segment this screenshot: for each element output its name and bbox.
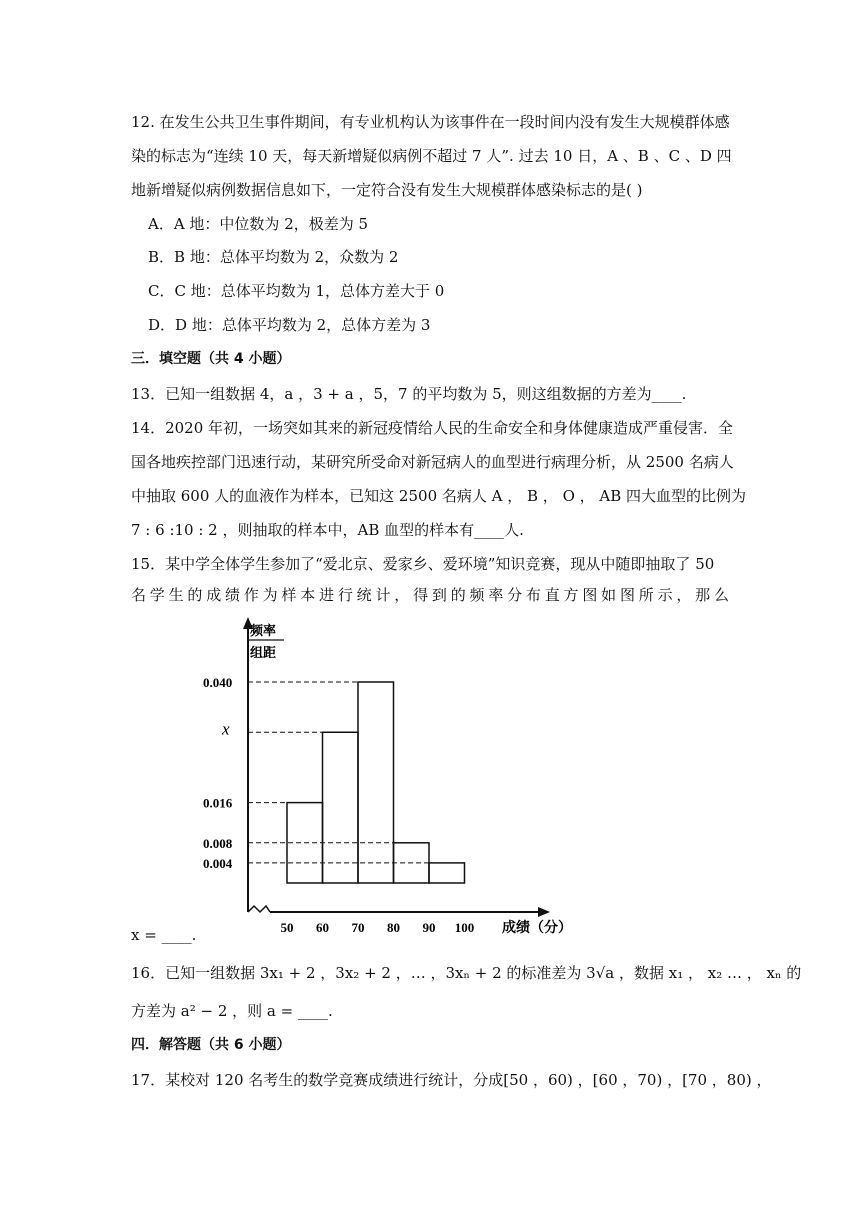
- x-tick-label: 100: [454, 920, 475, 935]
- histogram-bars: [287, 682, 465, 883]
- x-tick-label: 70: [351, 920, 365, 935]
- x-tick-label: 80: [387, 920, 400, 935]
- y-tick-label: 0.040: [203, 675, 233, 690]
- q13-text: 13．已知一组数据 4，a ，3 + a ，5，7 的平均数为 5，则这组数据的方差为____.: [131, 385, 687, 403]
- section-3-heading: 三．填空题（共 4 小题）: [131, 351, 291, 367]
- q15-line-1: 15．某中学全体学生参加了“爱北京、爱家乡、爱环境”知识竞赛，现从中随即抽取了 50: [131, 555, 715, 573]
- q16-line-1: 16．已知一组数据 3x₁ + 2 ，3x₂ + 2 ，… ，3xₙ + 2 的标准差为 3√a ，数据 x₁ ， x₂ … ， xₙ 的: [131, 964, 802, 982]
- q15-line-2: 名学生的成绩作为样本进行统计，得到的频率分布直方图如图所示，那么: [131, 586, 729, 604]
- histogram-bar-70-80: [358, 682, 394, 883]
- y-tick-labels: [203, 675, 233, 871]
- x-tick-label: 50: [280, 920, 294, 935]
- q17-text: 17．某校对 120 名考生的数学竞赛成绩进行统计，分成[50 ，60) ，[60 ，70) ，[70 ，80) ，: [131, 1071, 772, 1089]
- x-tick-label: 90: [422, 920, 436, 935]
- y-label-bottom: 组距: [250, 645, 277, 660]
- q14-line-2: 国各地疾控部门迅速行动，某研究所受命对新冠病人的血型进行病理分析，从 2500 名病人: [131, 453, 734, 471]
- y-label-top: 频率: [250, 623, 277, 638]
- q14-line-1: 14．2020 年初，一场突如其来的新冠疫情给人民的生命安全和身体健康造成严重侵害．全: [131, 419, 734, 437]
- x-tick-label: 60: [316, 920, 329, 935]
- q12-line-3: 地新增疑似病例数据信息如下，一定符合没有发生大规模群体感染标志的是( ): [131, 181, 643, 199]
- q12-option-c: C．C 地：总体平均数为 1，总体方差大于 0: [148, 282, 445, 300]
- q12-line-2: 染的标志为“连续 10 天，每天新增疑似病例不超过 7 人”. 过去 10 日，A 、B 、C 、D 四: [131, 147, 732, 165]
- q16-line-2: 方差为 a² − 2 ，则 a = ____.: [131, 1002, 333, 1020]
- frequency-histogram: [190, 615, 590, 945]
- y-tick-label: 0.004: [203, 855, 233, 871]
- y-tick-label: 0.016: [203, 795, 233, 811]
- q14-line-4: 7 : 6 :10 : 2 ，则抽取的样本中，AB 血型的样本有____人.: [131, 521, 524, 539]
- histogram-bar-60-70: [323, 732, 359, 883]
- x-axis-arrow: [538, 907, 550, 917]
- histogram-guides: [248, 682, 429, 863]
- q12-option-a: A．A 地：中位数为 2，极差为 5: [148, 215, 369, 233]
- x-axis-label: 成绩（分）: [502, 921, 572, 936]
- histogram-bar-90-100: [429, 863, 465, 883]
- q12-option-b: B．B 地：总体平均数为 2，众数为 2: [148, 248, 399, 266]
- q14-line-3: 中抽取 600 人的血液作为样本，已知这 2500 名病人 A ， B ， O ， AB 四大血型的比例为: [131, 487, 747, 505]
- section-4-heading: 四．解答题（共 6 小题）: [131, 1037, 291, 1053]
- y-tick-label: 0.008: [203, 835, 233, 851]
- y-tick-label: x: [222, 719, 230, 739]
- axis-break-icon: [248, 906, 270, 912]
- q12-option-d: D．D 地：总体平均数为 2，总体方差为 3: [148, 316, 431, 334]
- q12-line-1: 12. 在发生公共卫生事件期间，有专业机构认为该事件在一段时间内没有发生大规模群体感: [131, 113, 730, 131]
- q15-answer: x = ____.: [131, 926, 197, 944]
